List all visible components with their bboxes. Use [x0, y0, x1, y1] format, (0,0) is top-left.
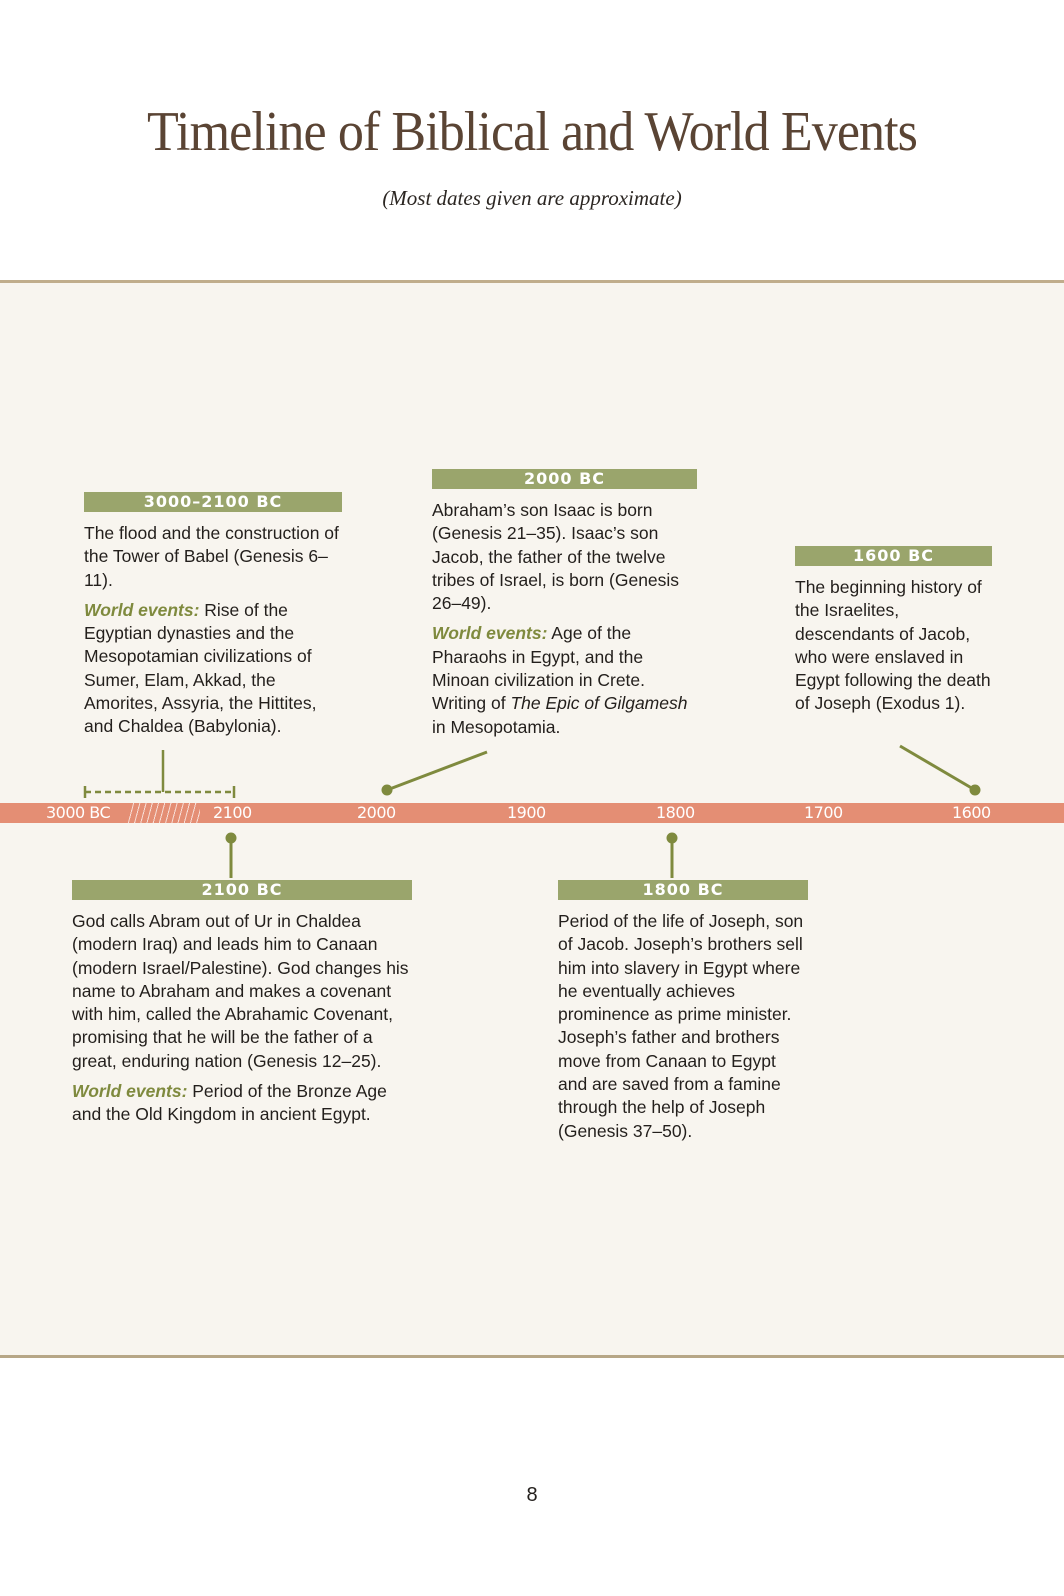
axis-tick-1600: 1600 [952, 803, 991, 822]
event-date-bar: 2100 BC [72, 880, 412, 900]
page-title: Timeline of Biblical and World Events [146, 101, 918, 163]
event-2000-bc [432, 469, 697, 746]
event-text: Period of the life of Joseph, son of Jacob. Joseph’s brothers sell him into slavery in Egypt where he eventually achieves prominence as prime minister. Joseph’s father and brothers move from Canaan to Egypt and are saved from a famine through the help of Joseph (Genesis 37–50). [558, 911, 804, 1141]
event-text: God calls Abram out of Ur in Chaldea (modern Iraq) and leads him to Canaan (modern Israel/Palestine). God changes his name to Abraham and makes a covenant with him, called the Abrahamic Covenant, promising that he will be the father of a great, enduring nation (Genesis 12–25). [72, 911, 409, 1071]
event-1800-bc [558, 880, 808, 1150]
axis-tick-3000: 3000 BC [46, 803, 111, 822]
connector-2100 [227, 834, 235, 878]
event-text: Abraham’s son Isaac is born (Genesis 21–35). Isaac’s son Jacob, the father of the twelve tribes of Israel, is born (Genesis 26–49). [432, 500, 680, 614]
event-body [432, 499, 697, 739]
event-date-bar: 1600 BC [795, 546, 992, 566]
world-events-text: Age of the Pharaohs in Egypt, and the Minoan civilization in Crete. Writing of [432, 623, 646, 714]
range-bracket-3000-2100 [85, 750, 234, 798]
event-body [558, 910, 808, 1143]
connector-2000 [383, 752, 487, 794]
event-2100-bc [72, 880, 412, 1134]
world-events-text: Rise of the Egyptian dynasties and the Mesopotamian civilizations of Sumer, Elam, Akkad, the Amorites, Assyria, the Hittites, and Chaldea (Babylonia). [84, 599, 317, 737]
event-date-bar: 2000 BC [432, 469, 697, 489]
world-events [72, 1080, 412, 1127]
event-body [84, 522, 342, 739]
axis-tick-2100: 2100 [213, 803, 252, 822]
world-events-label: World events: [432, 623, 548, 644]
event-date-bar: 3000–2100 BC [84, 492, 342, 512]
world-events-text: Period of the Bronze Age and the Old Kingdom in ancient Egypt. [72, 1081, 387, 1125]
event-body [795, 576, 992, 716]
axis-tick-2000: 2000 [357, 803, 396, 822]
world-events-work-title: The Epic of Gilgamesh [510, 693, 688, 714]
world-events-text-end: in Mesopotamia. [432, 716, 561, 737]
world-events [432, 622, 697, 738]
event-date-bar: 1800 BC [558, 880, 808, 900]
event-body [72, 910, 412, 1127]
world-events [84, 599, 342, 739]
axis-tick-1900: 1900 [507, 803, 546, 822]
axis-tick-1700: 1700 [804, 803, 843, 822]
event-1600-bc [795, 546, 992, 723]
world-events-label: World events: [72, 1081, 188, 1102]
event-text: The beginning history of the Israelites, descendants of Jacob, who were enslaved in Egypt following the death of Joseph (Exodus 1). [795, 577, 991, 714]
connector-1800 [668, 834, 676, 878]
event-3000-2100-bc [84, 492, 342, 746]
axis-hatched-gap [128, 803, 200, 823]
connector-1600 [900, 746, 979, 794]
event-text: The flood and the construction of the Tower of Babel (Genesis 6–11). [84, 523, 339, 590]
page-number: 8 [526, 1484, 538, 1506]
axis-tick-1800: 1800 [656, 803, 695, 822]
page-subtitle: (Most dates given are approximate) [382, 186, 682, 210]
world-events-label: World events: [84, 599, 200, 620]
